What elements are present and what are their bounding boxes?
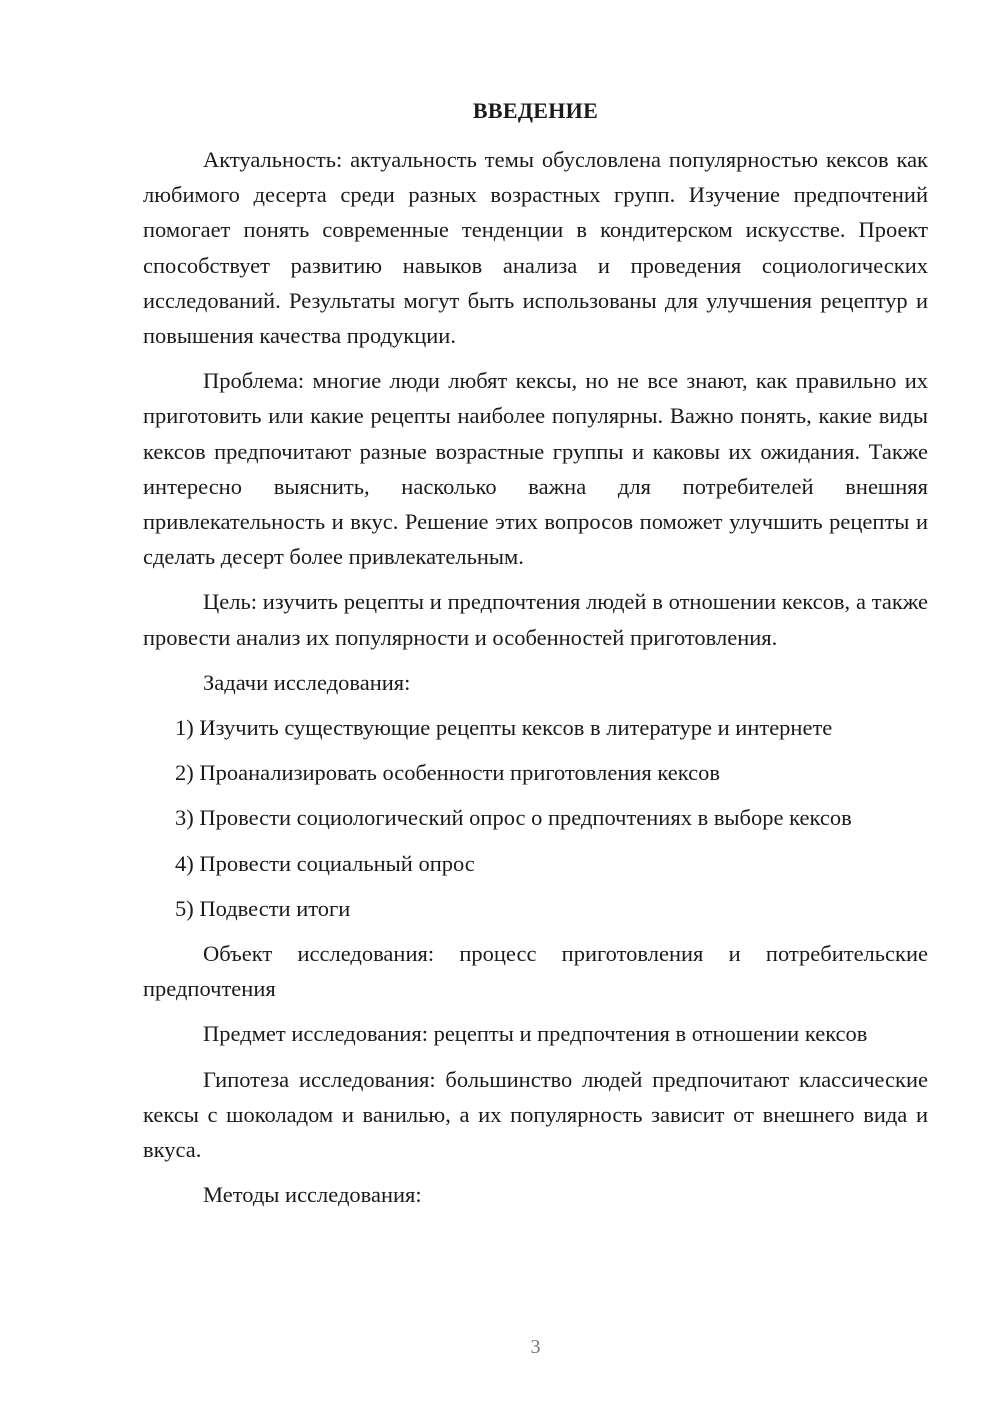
section-title: ВВЕДЕНИЕ <box>472 98 599 123</box>
subject-paragraph: Предмет исследования: рецепты и предпочтения в отношении кексов <box>203 1021 868 1047</box>
hypothesis-paragraph: Гипотеза исследования: большинство людей предпочитают классические кексы с шоколадом и ванилью, а их популярность зависит от внешнего вида и вкуса. <box>143 1066 928 1163</box>
task-item: 1) Изучить существующие рецепты кексов в литературе и интернете <box>175 715 833 741</box>
problem-paragraph: Проблема: многие люди любят кексы, но не все знают, как правильно их приготовить или какие рецепты наиболее популярны. Важно понять, какие виды кексов предпочитают разные возрастные группы и каковы их ожидания. Также интересно выяснить, насколько важна для потребителей внешняя привлекательность и вкус. Решение этих вопросов поможет улучшить рецепты и сделать десерт более привлекательным. <box>143 368 928 570</box>
tasks-heading: Задачи исследования: <box>203 669 411 695</box>
task-item: 3) Провести социологический опрос о предпочтениях в выборе кексов <box>175 805 852 831</box>
goal-paragraph: Цель: изучить рецепты и предпочтения людей в отношении кексов, а также провести анализ их популярности и особенностей приготовления. <box>143 589 928 650</box>
page-number: 3 <box>530 1336 541 1358</box>
methods-heading: Методы исследования: <box>203 1182 422 1208</box>
relevance-paragraph: Актуальность: актуальность темы обусловлена популярностью кексов как любимого десерта среди разных возрастных групп. Изучение предпочтений помогает понять современные тенденции в кондитерском искусстве. Проект способствует развитию навыков анализа и проведения социологических исследований. Результаты могут быть использованы для улучшения рецептур и повышения качества продукции. <box>143 147 928 349</box>
document-page <box>143 0 928 1414</box>
object-paragraph: Объект исследования: процесс приготовления и потребительские предпочтения <box>143 941 928 1002</box>
document-body <box>143 142 928 1222</box>
task-item: 2) Проанализировать особенности приготовления кексов <box>175 760 720 786</box>
task-item: 5) Подвести итоги <box>175 895 351 921</box>
task-item: 4) Провести социальный опрос <box>175 850 475 876</box>
